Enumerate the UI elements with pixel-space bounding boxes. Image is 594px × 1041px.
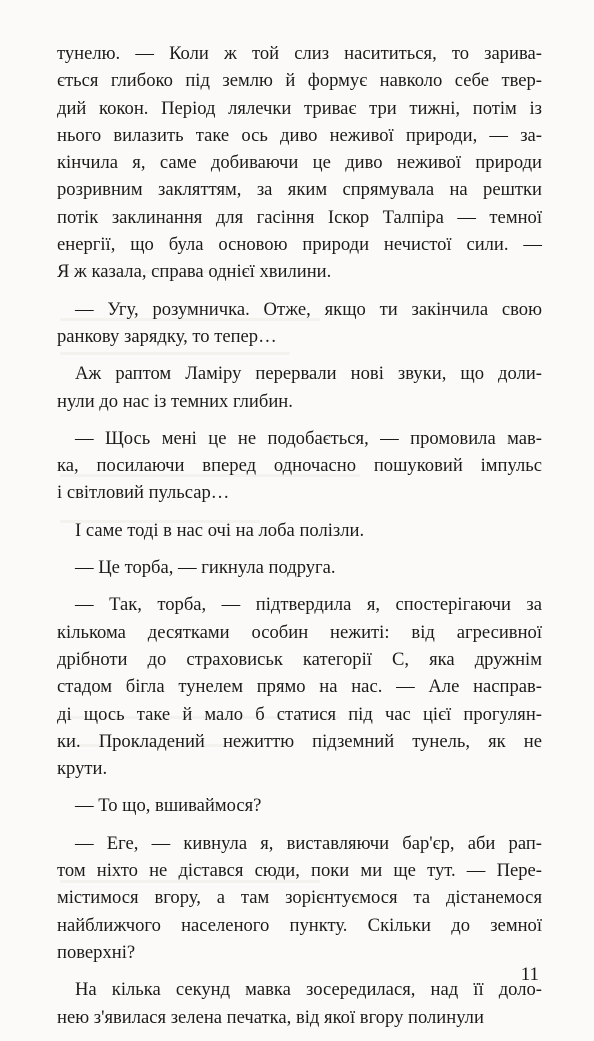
paragraph (57, 554, 542, 581)
paragraph (57, 360, 542, 415)
paragraph (57, 792, 542, 819)
text-line: — Так, торба, — підтвердила я, спостерігаючи за (75, 594, 542, 616)
text-line: стадом бігла тунелем прямо на нас. — Але насправ- (57, 676, 542, 698)
text-line: — Це торба, — гикнула подруга. (75, 557, 336, 579)
text-line: — Щось мені це не подобається, — промовила мав- (75, 427, 542, 449)
text-line: кількома десятками особин нежиті: від агресивної (57, 621, 542, 643)
paragraph (57, 296, 542, 351)
text-line: розривним закляттям, за яким спрямувала на рештки (57, 179, 542, 201)
paragraph (57, 517, 542, 544)
text-line: енергії, що була основою природи нечистої сили. — (57, 234, 542, 256)
text-line: тунелю. — Коли ж той слиз насититься, то зарива- (57, 43, 542, 64)
paragraph (57, 425, 542, 507)
text-line: ранкову зарядку, то тепер… (57, 325, 277, 347)
text-line: потік заклинання для гасіння Іскор Талпіра — темної (57, 206, 542, 228)
text-line: Я ж казала, справа однієї хвилини. (57, 261, 332, 283)
text-line: містимося вгору, а там зорієнтуємося та дістанемося (57, 887, 542, 909)
text-line: том ніхто не дістався сюди, поки ми ще тут. — Пере- (57, 860, 542, 882)
text-line: кінчила я, саме добиваючи це диво неживої природи (57, 152, 542, 174)
text-line: нього вилазить таке ось диво неживої природи, — за- (57, 124, 542, 146)
text-line: нею з'явилася зелена печатка, від якої вгору полинули (57, 1006, 484, 1028)
text-line: нули до нас із темних глибин. (57, 390, 293, 412)
text-line: ється глибоко під землю й формує навколо себе твер- (57, 70, 542, 92)
text-line: — То що, вшиваймося? (75, 795, 262, 817)
text-line: поверхні? (57, 941, 136, 963)
text-line: Аж раптом Ламіру перервали нові звуки, що доли- (75, 363, 542, 385)
text-line: На кілька секунд мавка зосередилася, над її доло- (75, 979, 542, 1001)
body-text (57, 40, 542, 1041)
text-line: дрібноти до страховиськ категорії С, яка дружнім (57, 648, 542, 670)
text-line: ки. Прокладений нежиттю підземний тунель, як не (57, 730, 542, 752)
paragraph (57, 40, 542, 286)
text-line: ка, посилаючи вперед одночасно пошуковий імпульс (57, 455, 542, 477)
text-line: найближчого населеного пункту. Скільки до земної (57, 914, 542, 936)
text-line: крути. (57, 758, 108, 780)
paragraph (57, 976, 542, 1031)
paragraph (57, 830, 542, 966)
text-line: ді щось таке й мало б статися під час цієї прогулян- (57, 703, 542, 725)
text-line: І саме тоді в нас очі на лоба полізли. (75, 519, 365, 541)
text-line: — Угу, розумничка. Отже, якщо ти закінчила свою (75, 298, 542, 320)
paragraph (57, 591, 542, 782)
text-line: — Еге, — кивнула я, виставляючи бар'єр, аби рап- (75, 832, 542, 854)
text-line: і світловий пульсар… (57, 482, 230, 504)
text-line: дий кокон. Період лялечки триває три тижні, потім із (57, 97, 542, 119)
page-number: 11 (520, 964, 539, 985)
